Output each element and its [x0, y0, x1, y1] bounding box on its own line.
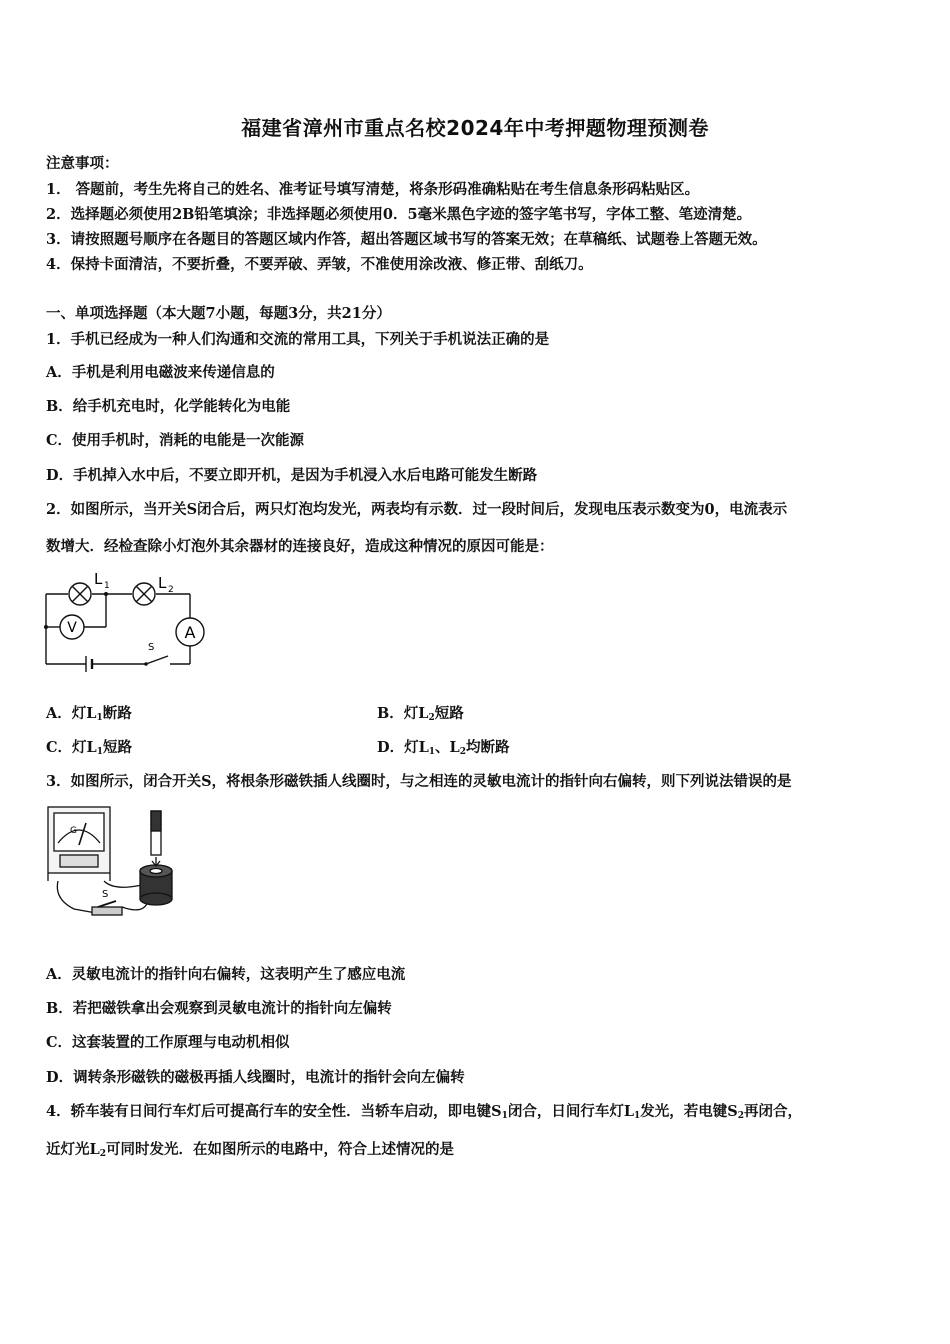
- section-heading: 一、单项选择题（本大题7小题，每题3分，共21分）: [46, 305, 391, 322]
- q2-fig-a-label: A: [184, 623, 196, 642]
- page-title: 福建省漳州市重点名校2024年中考押题物理预测卷: [241, 116, 709, 140]
- q3-fig-s-label: S: [102, 889, 109, 900]
- q2-circuit-figure: [40, 566, 215, 674]
- q2-option-d: D．灯$L_1$、$L_2$均断路: [377, 739, 510, 757]
- q2-option-a: A．灯$L_1$断路: [46, 705, 132, 723]
- q2-stem-line2: 数增大．经检查除小灯泡外其余器材的连接良好，造成这种情况的原因可能是：: [46, 538, 554, 555]
- q3-option-b: B．若把磁铁拿出会观察到灵敏电流计的指针向左偏转: [46, 1000, 392, 1017]
- q1-stem: 1．手机已经成为一种人们沟通和交流的常用工具，下列关于手机说法正确的是: [46, 331, 550, 348]
- notice-heading: 注意事项：: [46, 155, 119, 172]
- q1-option-d: D．手机掉入水中后，不要立即开机，是因为手机浸入水后电路可能发生断路: [46, 467, 538, 484]
- q2-option-b: B．灯$L_2$短路: [377, 705, 464, 723]
- q1-option-a: A．手机是利用电磁波来传递信息的: [46, 364, 275, 381]
- q3-stem: 3．如图所示，闭合开关S，将根条形磁铁插人线圈时，与之相连的灵敏电流计的指针向右偏转，则下列说法错误的是: [46, 773, 792, 790]
- q2-fig-l1-label: L: [94, 570, 103, 588]
- q1-option-c: C．使用手机时，消耗的电能是一次能源: [46, 432, 305, 449]
- q2-fig-v-label: V: [67, 620, 77, 636]
- notice-item-3: 3．请按照题号顺序在各题目的答题区域内作答，超出答题区域书写的答案无效；在草稿纸、试题卷上答题无效。: [46, 231, 767, 248]
- q4-stem-line2: 近灯光$L_2$可同时发光．在如图所示的电路中，符合上述情况的是: [46, 1141, 454, 1159]
- notice-item-1: 1． 答题前，考生先将自己的姓名、准考证号填写清楚，将条形码准确粘贴在考生信息条形码粘贴区。: [46, 181, 700, 198]
- q2-option-c: C．灯$L_1$短路: [46, 739, 133, 757]
- q3-fig-g-label: G: [70, 826, 77, 836]
- q3-option-c: C．这套装置的工作原理与电动机相似: [46, 1034, 290, 1051]
- q2-fig-l2-label: L: [158, 574, 167, 592]
- q4-stem-line1: 4．轿车装有日间行车灯后可提高行车的安全性．当轿车启动，即电键$S_1$闭合，日间行车灯$L_1$发光，若电键$S_2$再闭合，: [46, 1103, 803, 1121]
- notice-item-2: 2．选择题必须使用2B铅笔填涂；非选择题必须使用0．5毫米黑色字迹的签字笔书写，字体工整、笔迹清楚。: [46, 206, 752, 223]
- q2-stem-line1: 2．如图所示，当开关S闭合后，两只灯泡均发光，两表均有示数．过一段时间后，发现电压表示数变为0，电流表示: [46, 501, 788, 518]
- q3-option-d: D．调转条形磁铁的磁极再插人线圈时，电流计的指针会向左偏转: [46, 1069, 465, 1086]
- q3-induction-figure: [44, 803, 184, 921]
- q2-fig-l1-sub: 1: [104, 581, 110, 591]
- q2-fig-l2-sub: 2: [168, 585, 174, 595]
- q1-option-b: B．给手机充电时，化学能转化为电能: [46, 398, 291, 415]
- q2-fig-s-label: S: [148, 642, 155, 653]
- q3-option-a: A．灵敏电流计的指针向右偏转，这表明产生了感应电流: [46, 966, 406, 983]
- notice-item-4: 4．保持卡面清洁，不要折叠，不要弄破、弄皱，不准使用涂改液、修正带、刮纸刀。: [46, 256, 593, 273]
